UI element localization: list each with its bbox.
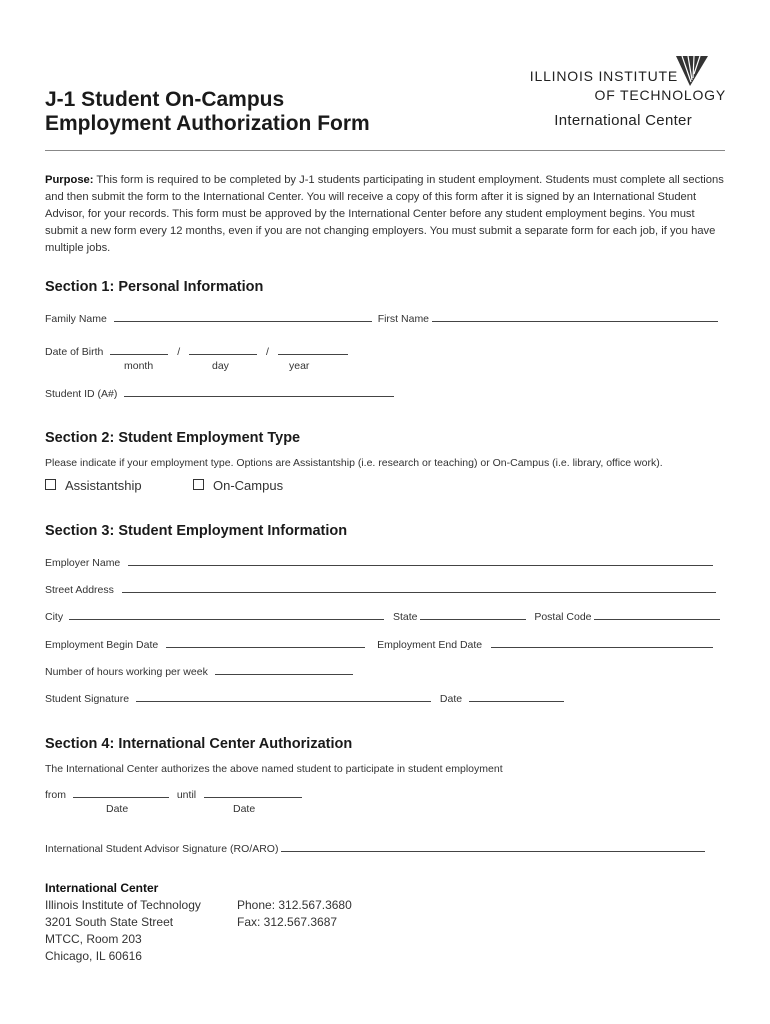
end-date-label: Employment End Date: [377, 639, 483, 651]
contact-address-line1: Illinois Institute of Technology: [45, 898, 201, 912]
student-signature-field[interactable]: [136, 692, 431, 702]
family-name-label: Family Name: [45, 313, 107, 325]
state-field[interactable]: [420, 610, 526, 620]
end-date-field[interactable]: [491, 638, 713, 648]
hours-field[interactable]: [215, 665, 353, 675]
dob-row: [45, 345, 348, 358]
logo-text-line1: ILLINOIS INSTITUTE: [529, 68, 678, 84]
student-signature-row: [45, 692, 564, 705]
on-campus-label: On-Campus: [213, 478, 284, 493]
student-signature-label: Student Signature: [45, 693, 130, 705]
contact-phone: Phone: 312.567.3680: [237, 898, 352, 912]
from-date-field[interactable]: [73, 788, 169, 798]
signature-date-label: Date: [439, 693, 463, 705]
contact-org: International Center: [45, 881, 159, 895]
street-address-label: Street Address: [45, 584, 114, 596]
city-field[interactable]: [69, 610, 384, 620]
form-title-line2: Employment Authorization Form: [45, 112, 370, 135]
employer-name-row: [45, 556, 713, 569]
begin-date-label: Employment Begin Date: [45, 639, 159, 651]
contact-address-line4: Chicago, IL 60616: [45, 949, 142, 963]
contact-fax: Fax: 312.567.3687: [237, 915, 338, 929]
header-divider: [45, 150, 725, 151]
contact-address: [45, 880, 201, 965]
on-campus-checkbox[interactable]: [193, 479, 204, 490]
employment-type-instruction: Please indicate if your employment type. Options are Assistantship (i.e. research or teaching) or On-Campus (i.e. library, office work).: [45, 457, 663, 469]
until-label: until: [176, 789, 197, 801]
iit-logo: [520, 56, 730, 136]
student-id-row: [45, 387, 394, 400]
employer-name-label: Employer Name: [45, 557, 121, 569]
section4-heading: Section 4: International Center Authorization: [45, 736, 353, 752]
assistantship-label: Assistantship: [65, 478, 142, 493]
assistantship-checkbox[interactable]: [45, 479, 56, 490]
dob-month-field[interactable]: [110, 345, 168, 355]
logo-text-line3: International Center: [554, 112, 692, 129]
from-label: from: [45, 789, 66, 801]
until-date-caption: Date: [233, 803, 256, 815]
contact-address-line3: MTCC, Room 203: [45, 932, 142, 946]
first-name-label: First Name: [377, 313, 430, 325]
purpose-label: Purpose:: [45, 174, 94, 186]
form-title: [45, 88, 370, 136]
family-name-field[interactable]: [114, 312, 372, 322]
contact-address-line2: 3201 South State Street: [45, 915, 174, 929]
employer-name-field[interactable]: [128, 556, 713, 566]
section3-heading: Section 3: Student Employment Information: [45, 523, 348, 539]
city-label: City: [45, 611, 64, 623]
dob-year-caption: year: [289, 360, 310, 372]
street-address-row: [45, 583, 716, 596]
section2-heading: Section 2: Student Employment Type: [45, 430, 301, 446]
form-title-line1: J-1 Student On-Campus: [45, 88, 285, 111]
logo-text-line2: OF TECHNOLOGY: [594, 87, 726, 103]
advisor-signature-row: [45, 842, 705, 855]
dob-slash-2: /: [265, 346, 269, 358]
begin-date-field[interactable]: [166, 638, 365, 648]
authorization-statement: The International Center authorizes the above named student to participate in student employment: [45, 763, 503, 775]
purpose-paragraph: [45, 172, 725, 257]
until-date-field[interactable]: [204, 788, 302, 798]
section1-heading: Section 1: Personal Information: [45, 279, 264, 295]
hours-label: Number of hours working per week: [45, 666, 208, 678]
authorization-dates-row: [45, 788, 302, 801]
family-name-row: [45, 312, 718, 325]
dob-day-field[interactable]: [189, 345, 257, 355]
student-id-label: Student ID (A#): [45, 388, 118, 400]
dob-label: Date of Birth: [45, 346, 104, 358]
employment-dates-row: [45, 638, 713, 651]
purpose-text: This form is required to be completed by J-1 students participating in student employment. Students must complete all sections and then submit the form to the International Center. You will receive a copy of this form after it is signed by an International Student Advisor, for your records. This form must be approved by the International Center before any student employment begins. You must submit a new form every 12 months, even if you are not changing employers. You must submit a separate form for each job, if you have multiple jobs.: [45, 174, 724, 254]
city-state-postal-row: [45, 610, 720, 623]
signature-date-field[interactable]: [469, 692, 564, 702]
first-name-field[interactable]: [432, 312, 718, 322]
postal-code-field[interactable]: [594, 610, 720, 620]
advisor-signature-field[interactable]: [281, 842, 705, 852]
contact-phone-fax: [237, 897, 352, 931]
postal-code-label: Postal Code: [534, 611, 592, 623]
student-id-field[interactable]: [124, 387, 394, 397]
dob-slash-1: /: [177, 346, 181, 358]
advisor-signature-label: International Student Advisor Signature (RO/ARO): [45, 843, 279, 855]
assistantship-option[interactable]: [45, 478, 142, 493]
hours-row: [45, 665, 353, 678]
dob-month-caption: month: [124, 360, 154, 372]
iit-logo-mark-icon: [676, 56, 708, 86]
state-label: State: [392, 611, 418, 623]
on-campus-option[interactable]: [193, 478, 283, 493]
dob-day-caption: day: [212, 360, 229, 372]
street-address-field[interactable]: [122, 583, 716, 593]
dob-year-field[interactable]: [278, 345, 348, 355]
from-date-caption: Date: [106, 803, 129, 815]
